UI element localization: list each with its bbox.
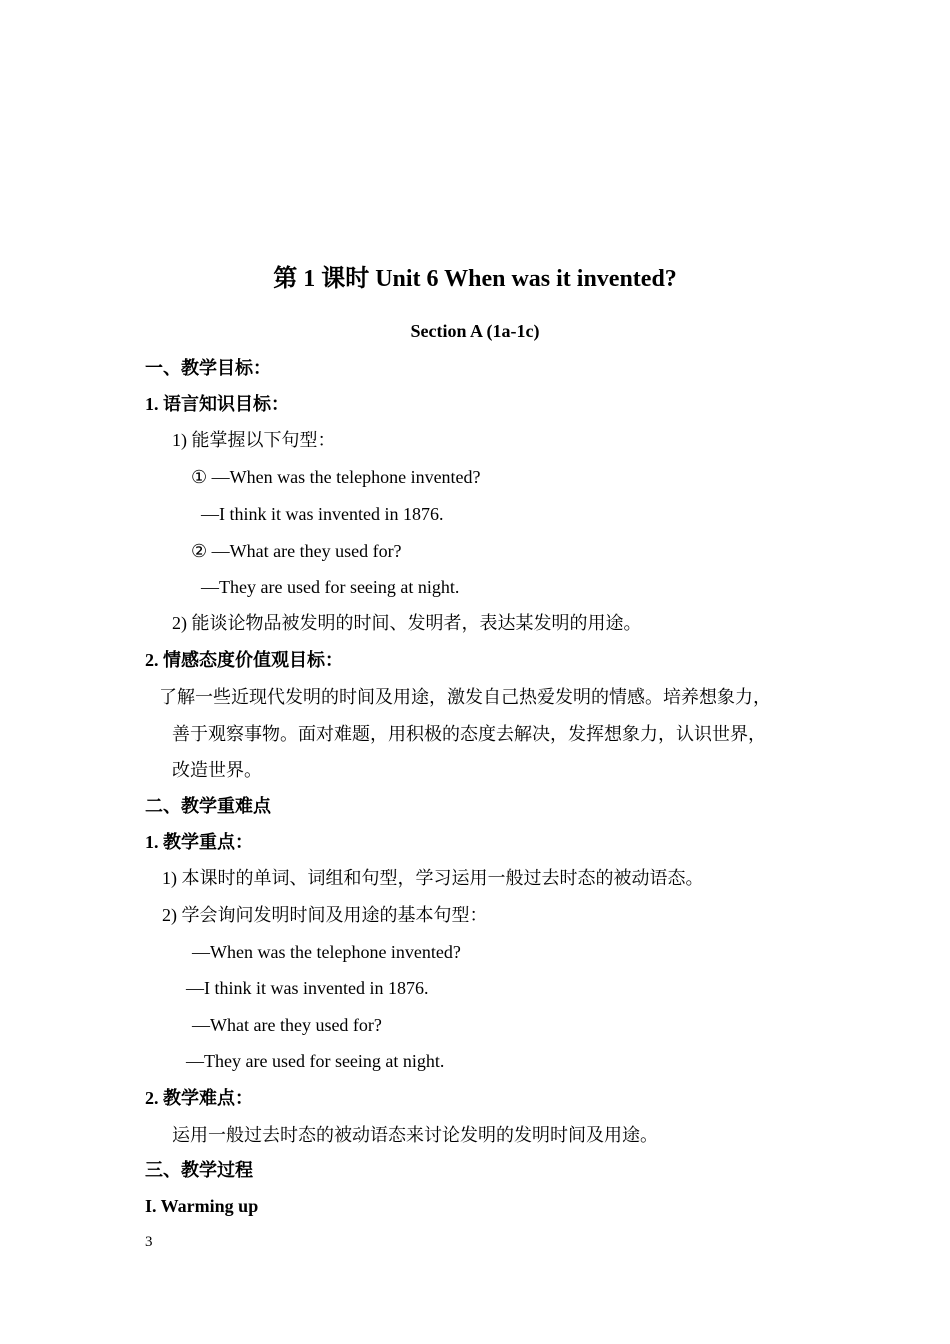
heading-key-difficult: 二、教学重难点 [145, 796, 271, 816]
heading-teaching-process: 三、教学过程 [145, 1160, 253, 1180]
sentence-pattern: —I think it was invented in 1876. [186, 978, 429, 998]
paragraph-line: 改造世界。 [172, 760, 262, 780]
list-item: 1) 本课时的单词、词组和句型，学习运用一般过去时态的被动语态。 [162, 868, 704, 888]
page-number: 3 [145, 1234, 153, 1250]
paragraph-line: 了解一些近现代发明的时间及用途，激发自己热爱发明的情感。培养想象力， [159, 687, 771, 707]
section-subtitle: Section A (1a-1c) [410, 321, 540, 341]
sentence-pattern: ② —What are they used for? [191, 541, 402, 561]
sentence-pattern: —What are they used for? [192, 1015, 382, 1035]
heading-difficult-points: 2. 教学难点： [145, 1088, 253, 1108]
paragraph-line: 善于观察事物。面对难题，用积极的态度去解决，发挥想象力，认识世界， [172, 724, 766, 744]
sentence-pattern: —When was the telephone invented? [192, 942, 461, 962]
list-item: 2) 学会询问发明时间及用途的基本句型： [162, 905, 488, 925]
sentence-pattern: —I think it was invented in 1876. [201, 504, 444, 524]
heading-warming-up: I. Warming up [145, 1196, 259, 1216]
heading-key-points: 1. 教学重点： [145, 832, 253, 852]
list-item: 1) 能掌握以下句型： [172, 430, 336, 450]
sentence-pattern: —They are used for seeing at night. [201, 577, 460, 597]
heading-emotional-goals: 2. 情感态度价值观目标： [145, 650, 343, 670]
heading-language-goals: 1. 语言知识目标： [145, 394, 289, 414]
page-title: 第 1 课时 Unit 6 When was it invented? [273, 266, 677, 292]
sentence-pattern: ① —When was the telephone invented? [191, 467, 481, 487]
sentence-pattern: —They are used for seeing at night. [186, 1051, 445, 1071]
heading-teaching-goals: 一、教学目标： [145, 358, 271, 378]
paragraph-line: 运用一般过去时态的被动语态来讨论发明的发明时间及用途。 [172, 1125, 658, 1145]
list-item: 2) 能谈论物品被发明的时间、发明者，表达某发明的用途。 [172, 613, 642, 633]
